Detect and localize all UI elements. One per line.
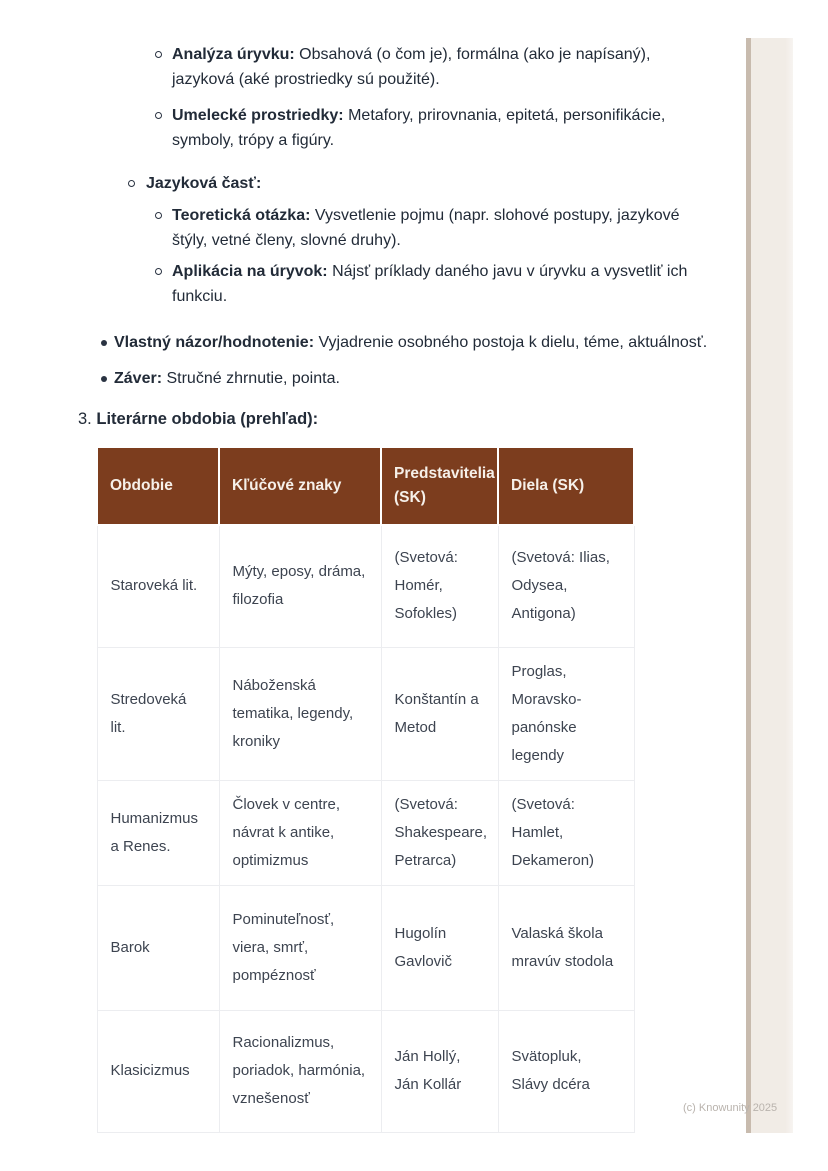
list-item-analyza-uryvku <box>0 42 746 92</box>
circle-bullet-icon <box>155 112 162 119</box>
list-item-label: Analýza úryvku: <box>172 46 295 63</box>
list-item-jazykova-cast <box>0 171 746 196</box>
list-item-text <box>114 330 709 355</box>
circle-bullet-icon <box>155 51 162 58</box>
list-item-text <box>172 42 707 92</box>
copyright-watermark: (c) Knowunity 2025 <box>683 1102 778 1114</box>
list-item-label: Vlastný názor/hodnotenie: <box>114 334 315 351</box>
section-heading <box>0 406 746 432</box>
table-cell: Náboženská tematika, legendy, kroniky <box>219 647 381 780</box>
list-item-vlastny-nazor <box>0 330 746 355</box>
list-item-body: Metafory, prirovnania, epitetá, personifikácie, symboly, trópy a figúry. <box>172 107 666 149</box>
list-item-text <box>146 171 706 196</box>
table-row <box>97 525 634 647</box>
table-row <box>97 1010 634 1132</box>
col-header-predstavitelia: Predstavitelia (SK) <box>381 447 498 525</box>
circle-bullet-icon <box>155 268 162 275</box>
table-cell: (Svetová: Hamlet, Dekameron) <box>498 780 634 885</box>
section-number: 3. <box>78 410 92 428</box>
table-cell: Racionalizmus, poriadok, harmónia, vznešenosť <box>219 1010 381 1132</box>
list-item-zaver <box>0 366 746 391</box>
table-cell: Klasicizmus <box>97 1010 219 1132</box>
col-header-klucove-znaky: Kľúčové znaky <box>219 447 381 525</box>
table-row <box>97 885 634 1010</box>
list-item-label: Jazyková časť: <box>146 175 262 192</box>
list-item-body: Vyjadrenie osobného postoja k dielu, téme, aktuálnosť. <box>318 334 708 351</box>
list-item-body: Stručné zhrnutie, pointa. <box>166 370 340 387</box>
list-item-label: Záver: <box>114 370 163 387</box>
literary-periods-table <box>96 446 635 1133</box>
table-cell: Človek v centre, návrat k antike, optimizmus <box>219 780 381 885</box>
list-item-text <box>172 103 707 153</box>
list-item-teoreticka-otazka <box>0 203 746 253</box>
table-cell: Humanizmus a Renes. <box>97 780 219 885</box>
list-item-label: Aplikácia na úryvok: <box>172 263 328 280</box>
page-edge-decoration <box>746 38 793 1133</box>
col-header-diela: Diela (SK) <box>498 447 634 525</box>
table-cell: Mýty, eposy, dráma, filozofia <box>219 525 381 647</box>
table-cell: (Svetová: Homér, Sofokles) <box>381 525 498 647</box>
list-item-text <box>172 203 707 253</box>
circle-bullet-icon <box>155 212 162 219</box>
list-item-body: Vysvetlenie pojmu (napr. slohové postupy, jazykové štýly, vetné členy, slovné druhy). <box>172 207 680 249</box>
list-item-body: Obsahová (o čom je), formálna (ako je napísaný), jazyková (aké prostriedky sú použité). <box>172 46 651 88</box>
table-cell: Ján Hollý, Ján Kollár <box>381 1010 498 1132</box>
col-header-obdobie: Obdobie <box>97 447 219 525</box>
table-cell: Proglas, Moravsko-panónske legendy <box>498 647 634 780</box>
list-item-body: Nájsť príklady daného javu v úryvku a vysvetliť ich funkciu. <box>172 263 688 305</box>
table-header-row <box>97 447 634 525</box>
disc-bullet-icon <box>101 340 107 346</box>
list-item-text <box>114 366 709 391</box>
list-item-label: Umelecké prostriedky: <box>172 107 344 124</box>
table-cell: Stredoveká lit. <box>97 647 219 780</box>
table-cell: Pominuteľnosť, viera, smrť, pompéznosť <box>219 885 381 1010</box>
literary-periods-table-wrap <box>96 446 746 1133</box>
table-cell: Svätopluk, Slávy dcéra <box>498 1010 634 1132</box>
table-cell: Konštantín a Metod <box>381 647 498 780</box>
table-cell: Valaská škola mravúv stodola <box>498 885 634 1010</box>
section-title: Literárne obdobia (prehľad): <box>96 410 319 428</box>
table-cell: Hugolín Gavlovič <box>381 885 498 1010</box>
table-row <box>97 780 634 885</box>
circle-bullet-icon <box>128 180 135 187</box>
disc-bullet-icon <box>101 376 107 382</box>
table-cell: Barok <box>97 885 219 1010</box>
list-item-text <box>172 259 707 309</box>
table-cell: (Svetová: Shakespeare, Petrarca) <box>381 780 498 885</box>
table-cell: (Svetová: Ilias, Odysea, Antigona) <box>498 525 634 647</box>
table-cell: Staroveká lit. <box>97 525 219 647</box>
list-item-aplikacia-na-uryvok <box>0 259 746 309</box>
list-item-umelecke-prostriedky <box>0 103 746 153</box>
table-row <box>97 647 634 780</box>
list-item-label: Teoretická otázka: <box>172 207 311 224</box>
